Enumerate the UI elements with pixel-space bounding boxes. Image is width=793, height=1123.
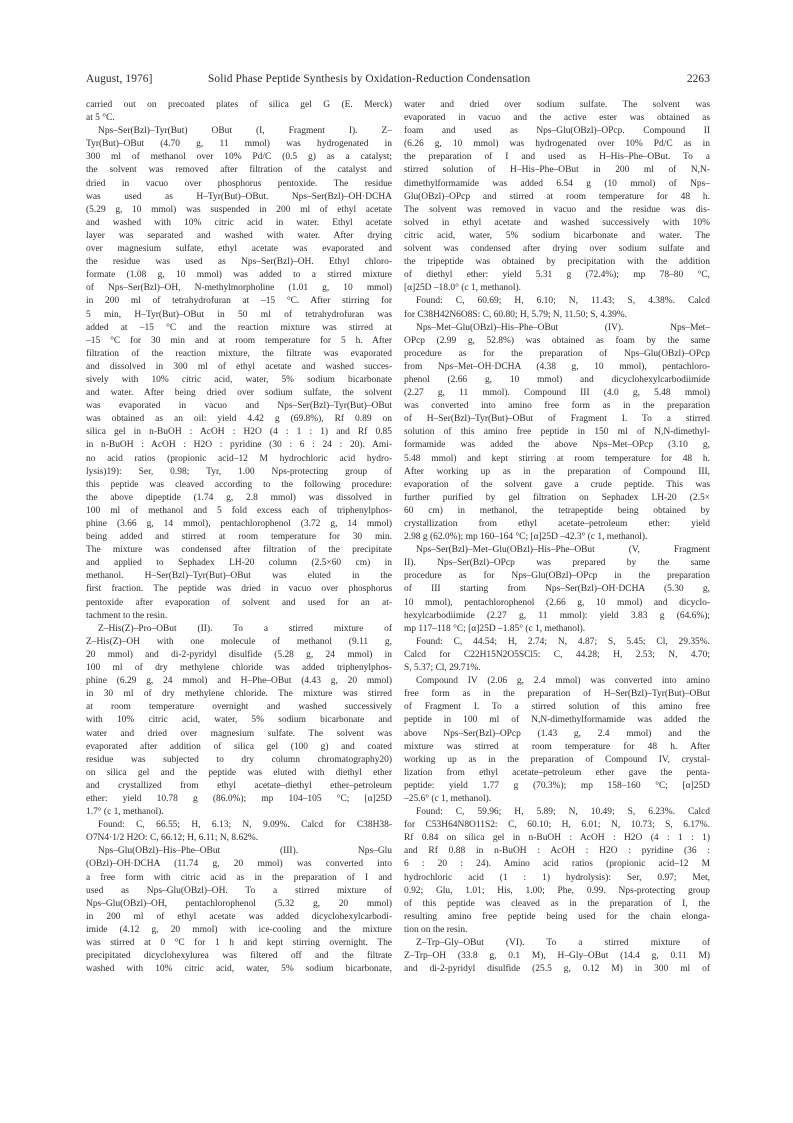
text-line: Tyr(But)–OBut (4.70 g, 11 mmol) was hydrogenated in [86, 139, 392, 150]
text-line: water and dried over magnesium sulfate. The solvent was [86, 728, 392, 739]
text-line: for C38H42N6O8S: C, 60.80; H, 5.79; N, 11.50; S, 4.39%. [404, 309, 628, 320]
text-line: silica gel in n-BuOH : AcOH : H2O (4 : 1 : 1) and Rf 0.85 [86, 427, 392, 438]
text-line: crystallization from ethyl acetate–petroleum ether: yield [404, 519, 710, 529]
text-line: [α]25D –18.0° (c 1, methanol). [404, 283, 521, 294]
text-line: 5 min, H–Tyr(But)–OBut in 50 ml of tetrahydrofuran was [86, 309, 392, 320]
text-line: The mixture was condensed after filtration of the precipitate [86, 545, 392, 556]
text-line: Found: C, 60.69; H, 6.10; N, 11.43; S, 4.38%. Calcd [416, 296, 710, 307]
text-line: was converted into amino free form as in the preparation [404, 401, 710, 412]
text-line: Nps–Ser(Bzl)–Met–Glu(OBzl)–His–Phe–OBut (V, Fragment [416, 545, 710, 556]
text-line: Z–His(Z)–OH with one molecule of methanol (9.11 g, [86, 636, 392, 647]
text-line: methanol. H–Ser(Bzl)–Tyr(But)–OBut was eluted in the [86, 571, 392, 582]
text-line: Nps–Glu(OBzl)–His–Phe–OBut (III). Nps–Glu [98, 846, 392, 857]
text-line: with 10% citric acid, water, 5% sodium bicarbonate and [86, 715, 392, 726]
text-line: and di-2-pyridyl disulfide (25.5 g, 0.12 M) in 300 ml of [404, 964, 710, 975]
text-line: imide (4.12 g, 20 mmol) with ice-cooling and the mixture [86, 924, 392, 935]
text-line: II). Nps–Ser(Bzl)–OPcp was prepared by the same [404, 558, 710, 569]
text-line: 60 cm) in methanol, the tetrapeptide being obtained by [404, 505, 710, 516]
text-line: –15 °C for 30 min and at room temperature for 5 h. After [86, 335, 392, 346]
text-line: on silica gel and the peptide was eluted with diethyl ether [86, 767, 392, 778]
text-line: Z–His(Z)–Pro–OBut (II). To a stirred mixture of [98, 623, 392, 634]
text-line: phine (3.66 g, 14 mmol), pentachlorophenol (3.72 g, 14 mmol) [86, 519, 392, 529]
text-line: 6 : 20 : 24). Amino acid ratios (propionic acid–12 M [404, 859, 710, 870]
text-line: and washed with 10% citric acid in water. Ethyl acetate [86, 217, 392, 228]
text-line: Found: C, 59.96; H, 5.89; N, 10.49; S, 6.23%. Calcd [416, 807, 710, 818]
text-line: dried in vacuo over phosphorus pentoxide. The residue [86, 178, 392, 189]
text-line: Found: C, 44.54; H, 2.74; N, 4.87; S, 5.45; Cl, 29.35%. [416, 636, 710, 647]
text-line: carried out on precoated plates of silica gel G (E. Merck) [86, 100, 392, 110]
left-column [86, 99, 392, 976]
text-line: 0.92; Glu, 1.01; His, 1.00; Phe, 0.99. Nps-protecting group [404, 885, 710, 896]
text-line: OPcp (2.99 g, 52.8%) was obtained as foam by the same [404, 335, 710, 346]
text-line: evaporation of the solvent gave a crude peptide. This was [404, 479, 710, 490]
text-line: peptide: yield 1.77 g (70.3%); mp 158–160 °C; [α]25D [404, 780, 710, 791]
text-line: solved in ethyl acetate and washed successively with 10% [404, 217, 710, 228]
text-line: evaporated in vacuo and the active ester was obtained as [404, 113, 710, 124]
text-line: and water. After being dried over sodium sulfate, the solvent [86, 388, 392, 399]
text-line: mp 117–118 °C; [α]25D –1.85° (c 1, methanol). [404, 623, 586, 634]
text-line: Nps–Ser(Bzl)–Tyr(But) OBut (I, Fragment I). Z– [98, 126, 392, 137]
text-line: dimethylformamide was added 6.54 g (10 mmol) of Nps– [404, 178, 710, 189]
text-line: 20 mmol) and di-2-pyridyl disulfide (5.28 g, 24 mmol) in [86, 649, 392, 660]
text-line: precipitated dicyclohexylurea was filtered off and the filtrate [86, 951, 392, 962]
text-line: The solvent was removed in vacuo and the residue was dis- [404, 204, 710, 215]
text-line: phenol (2.66 g, 10 mmol) and dicyclohexylcarbodiimide [404, 374, 710, 385]
text-line: mixture was stirred at room temperature for 48 h. After [404, 741, 710, 752]
text-line: in 200 ml of tetrahydrofuran at –15 °C. After stirring for [86, 296, 392, 307]
text-line: residue was subjected to dry column chromatography20) [86, 754, 392, 765]
text-line: was obtained as an oil: yield 4.42 g (69.8%), Rf 0.89 on [86, 414, 392, 425]
text-line: working up as in the preparation of Compound IV, crystal- [404, 754, 710, 765]
text-line: pentoxide after evaporation of solvent and used for an at- [86, 597, 392, 608]
text-line: and applied to Sephadex LH-20 column (2.5×60 cm) in [86, 558, 392, 569]
text-line: for C53H64N8O11S2: C, 60.10; H, 6.01; N, 10.73; S, 6.17%. [404, 820, 710, 831]
text-line: this peptide was cleaved according to the following procedure: [86, 479, 392, 490]
text-line: (6.26 g, 10 mmol) was hydrogenated over 10% Pd/C as in [404, 139, 710, 150]
text-line: the solvent was removed after filtration of the catalyst and [86, 165, 392, 176]
text-line: (5.29 g, 10 mmol) was suspended in 200 ml of ethyl acetate [86, 204, 392, 215]
text-line: at 5 °C. [86, 113, 115, 124]
text-line: the tripeptide was obtained by precipitation with the addition [404, 257, 710, 268]
text-line: of Fragment I. To a stirred solution of this amino free [404, 702, 710, 713]
text-line: Z–Trp–Gly–OBut (VI). To a stirred mixture of [416, 938, 710, 948]
text-line: filtration of the reaction mixture, the filtrate was evaporated [86, 348, 392, 359]
text-line: 100 ml of methanol and 5 fold excess each of triphenylphos- [86, 505, 392, 516]
text-line: of diethyl ether: yield 5.31 g (72.4%); mp 78–80 °C, [404, 270, 710, 281]
text-line: the above dipeptide (1.74 g, 2.8 mmol) was dissolved in [86, 492, 392, 503]
text-line: (OBzl)–OH·DCHA (11.74 g, 20 mmol) was converted into [86, 859, 392, 870]
text-line: Found: C, 66.55; H, 6.13; N, 9.09%. Calcd for C38H38- [98, 820, 392, 831]
text-line: 2.98 g (62.0%); mp 160–164 °C; [α]25D –42.3° (c 1, methanol). [404, 532, 648, 543]
issue-date: August, 1976] [86, 73, 153, 85]
text-line: phine (6.29 g, 24 mmol) and H–Phe–OBut (4.43 g, 20 mmol) [86, 676, 392, 687]
text-line: Nps–Met–Glu(OBzl)–His–Phe–OBut (IV). Nps–Met– [416, 322, 710, 333]
text-line: the preparation of I and used as H–His–Phe–OBut. To a [404, 152, 710, 163]
text-line: formamide was added the above Nps–Met–OPcp (3.10 g, [404, 440, 710, 451]
text-line: of III starting from Nps–Ser(Bzl)–OH·DCHA (5.30 g, [404, 584, 710, 595]
text-line: procedure as for Nps–Glu(OBzl)–OPcp in the preparation [404, 571, 710, 582]
text-line: was stirred at 0 °C for 1 h and kept stirring overnight. The [86, 938, 392, 948]
text-line: (2.27 g, 11 mmol). Compound III (4.0 g, 5.48 mmol) [404, 388, 710, 399]
text-line: resulting amino free peptide being used for the chain elonga- [404, 911, 710, 922]
text-line: 10 mmol), pentachlorophenol (2.66 g, 10 mmol) and dicyclo- [404, 597, 710, 608]
running-title: Solid Phase Peptide Synthesis by Oxidation-Reduction Condensation [208, 73, 531, 85]
text-line: Rf 0.84 on silica gel in n-BuOH : AcOH : H2O (4 : 1 : 1) [404, 833, 710, 844]
text-line: 300 ml of methanol over 10% Pd/C (0.5 g) as a catalyst; [86, 152, 392, 163]
text-line: peptide in 100 ml of N,N-dimethylformamide was added the [404, 715, 710, 726]
text-line: was used as H–Tyr(But)–OBut. Nps–Ser(Bzl)–OH·DCHA [86, 191, 392, 202]
text-line: was evaporated in vacuo and Nps–Ser(Bzl)–Tyr(But)–OBut [86, 401, 392, 412]
text-line: in n-BuOH : AcOH : H2O : pyridine (30 : 6 : 24 : 20). Ami- [86, 440, 392, 451]
text-line: of H–Ser(Bzl)–Tyr(But)–OBut of Fragment I. To a stirred [404, 414, 710, 425]
text-line: in 200 ml of ethyl acetate was added dicyclohexylcarbodi- [86, 911, 392, 922]
text-line: first fraction. The peptide was dried in vacuo over phosphorus [86, 584, 392, 595]
text-line: at room temperature overnight and washed successively [86, 702, 392, 713]
text-line: sively with 10% citric acid, water, 5% sodium bicarbonate [86, 374, 392, 385]
text-line: hexylcarbodiimide (2.27 g, 11 mmol): yield 3.83 g (64.6%); [404, 610, 710, 621]
text-line: used as Nps–Glu(OBzl)–OH. To a stirred mixture of [86, 885, 392, 896]
text-line: lysis)19): Ser, 0.98; Tyr, 1.00 Nps-protecting group of [86, 466, 392, 477]
text-line: added at –15 °C and the reaction mixture was stirred at [86, 322, 392, 333]
text-line: Z–Trp–OH (33.8 g, 0.1 M), H–Gly–OBut (14.4 g, 0.11 M) [404, 951, 710, 962]
text-line: of this peptide was cleaved as in the preparation of I, the [404, 898, 710, 909]
text-line: citric acid, water, 5% sodium bicarbonate and water. The [404, 230, 710, 241]
right-column [404, 99, 710, 976]
text-line: being added and stirred at room temperature for 30 min. [86, 532, 392, 543]
text-line: solvent was condensed after drying over sodium sulfate and [404, 244, 710, 255]
text-line: formate (1.08 g, 10 mmol) was added to a stirred mixture [86, 270, 392, 281]
text-line: free form as in the preparation of H–Ser(Bzl)–Tyr(But)–OBut [404, 689, 710, 700]
text-line: Nps–Glu(OBzl)–OH, pentachlorophenol (5.32 g, 20 mmol) [86, 898, 392, 909]
text-line: Calcd for C22H15N2O5SCl5: C, 44.28; H, 2.53; N, 4.70; [404, 649, 710, 660]
text-line: of Nps–Ser(Bzl)–OH, N-methylmorpholine (1.01 g, 10 mmol) [86, 283, 392, 294]
text-line: procedure as for the preparation of Nps–Glu(OBzl)–OPcp [404, 348, 710, 359]
text-line: water and dried over sodium sulfate. The solvent was [404, 100, 710, 110]
text-line: 100 ml of dry methylene chloride was added triphenylphos- [86, 663, 392, 674]
text-line: layer was separated and washed with water. After drying [86, 230, 392, 241]
page-number: 2263 [686, 73, 710, 85]
text-line: the residue was used as Nps–Ser(Bzl)–OH. Ethyl chloro- [86, 257, 392, 268]
text-line: from Nps–Met–OH·DCHA (4.38 g, 10 mmol), pentachloro- [404, 361, 710, 372]
text-line: 5.48 mmol) and kept stirring at room temperature for 48 h. [404, 453, 710, 464]
text-line: foam and used as Nps–Glu(OBzl)–OPcp. Compound II [404, 126, 710, 137]
text-line: hydrochloric acid (1 : 1) hydrolysis): Ser, 0.97; Met, [404, 872, 710, 883]
text-line: solution of this amino free peptide in 150 ml of N,N-dimethyl- [404, 427, 710, 438]
text-line: over magnesium sulfate, ethyl acetate was evaporated and [86, 244, 392, 255]
text-line: O7N4·1/2 H2O: C, 66.12; H, 6.11; N, 8.62%. [86, 833, 259, 844]
text-line: stirred solution of H–His–Phe–OBut in 200 ml of N,N- [404, 165, 710, 176]
text-line: lization from ethyl acetate–petroleum ether gave the penta- [404, 767, 710, 778]
text-line: evaporated after addition of silica gel (100 g) and coated [86, 741, 392, 752]
text-line: Compound IV (2.06 g, 2.4 mmol) was converted into amino [416, 676, 710, 687]
text-line: –25.6° (c 1, methanol). [404, 793, 492, 804]
text-line: and dissolved in 300 ml of ethyl acetate and washed succes- [86, 361, 392, 372]
text-line: and crystallized from ethyl acetate–diethyl ether–petroleum [86, 780, 392, 791]
text-line: further purified by gel filtration on Sephadex LH-20 (2.5× [404, 492, 710, 503]
text-line: S, 5.37; Cl, 29.71%. [404, 663, 481, 674]
text-line: tachment to the resin. [86, 610, 168, 621]
text-line: 1.7° (c 1, methanol). [86, 807, 164, 818]
text-line: and Rf 0.88 in n-BuOH : AcOH : H2O : pyridine (36 : [404, 846, 710, 857]
text-line: no acid ratios (propionic acid–12 M hydrochloric acid hydro- [86, 453, 392, 464]
text-line: tion on the resin. [404, 924, 468, 935]
text-line: washed with 10% citric acid, water, 5% sodium bicarbonate, [86, 964, 392, 975]
running-header [86, 73, 710, 89]
text-line: Glu(OBzl)–OPcp and stirred at room temperature for 48 h. [404, 191, 710, 202]
text-line: a free form with citric acid as in the preparation of I and [86, 872, 392, 883]
text-line: After working up as in the preparation of Compound III, [404, 466, 710, 477]
text-line: ether: yield 10.78 g (86.0%); mp 104–105 °C; [α]25D [86, 793, 392, 804]
text-line: in 30 ml of dry methylene chloride. The mixture was stirred [86, 689, 392, 700]
text-line: above Nps–Ser(Bzl)–OPcp (1.43 g, 2.4 mmol) and the [404, 728, 710, 739]
